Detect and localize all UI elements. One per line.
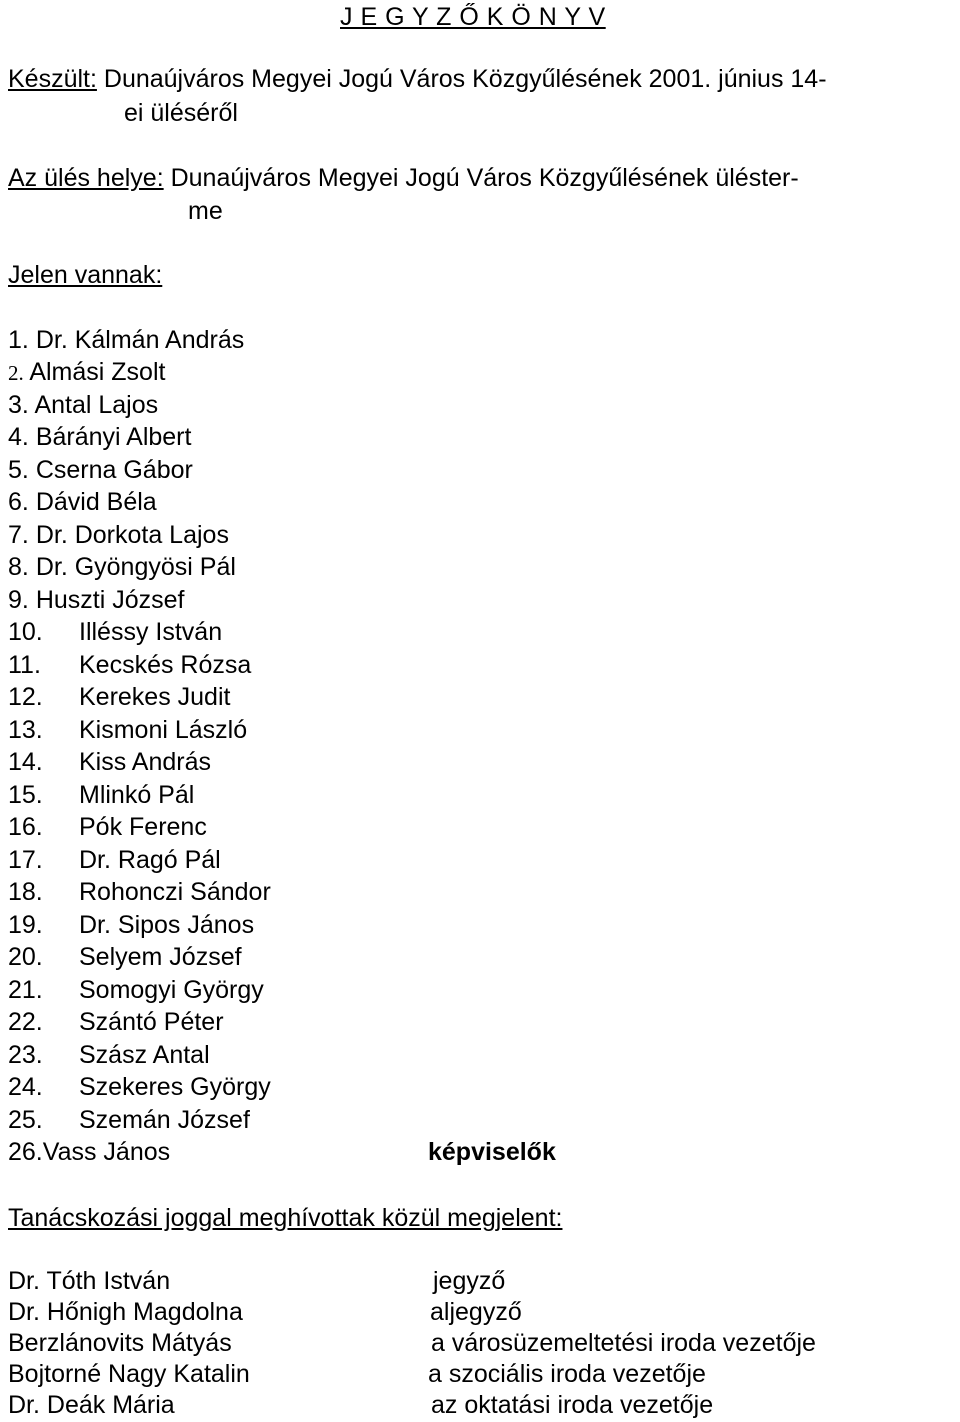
official-role: a szociális iroda vezetője [428, 1360, 706, 1388]
member-item: 4. Bárányi Albert [8, 423, 192, 451]
official-role: jegyző [433, 1267, 506, 1295]
member-item: 24. Szekeres György [8, 1073, 271, 1101]
member-item: 7. Dr. Dorkota Lajos [8, 521, 229, 549]
keszult-label: Készült: [8, 65, 97, 93]
official-role: aljegyző [430, 1298, 522, 1326]
jelen-vannak-label: Jelen vannak: [8, 261, 163, 289]
member-item: 19. Dr. Sipos János [8, 911, 255, 939]
member-item: 23. Szász Antal [8, 1041, 210, 1069]
ules-helye-label: Az ülés helye: [8, 164, 164, 192]
keszult-text: Dunaújváros Megyei Jogú Város Közgyűlésének 2001. június 14- [96, 65, 827, 93]
member-item: 9. Huszti József [8, 586, 185, 614]
official-name: Dr. Hőnigh Magdolna [8, 1298, 243, 1326]
member-item: 25. Szemán József [8, 1106, 250, 1134]
member-item: 8. Dr. Gyöngyösi Pál [8, 553, 236, 581]
member-item: 12. Kerekes Judit [8, 683, 231, 711]
member-item: 2. Almási Zsolt [8, 358, 166, 386]
ules-helye-line [8, 163, 799, 193]
member-item: 10. Illéssy István [8, 618, 223, 646]
member-item: 11. Kecskés Rózsa [8, 651, 252, 679]
official-role: az oktatási iroda vezetője [431, 1391, 714, 1419]
official-name: Dr. Tóth István [8, 1267, 171, 1295]
member-item: 17. Dr. Ragó Pál [8, 846, 221, 874]
document-title: J E G Y Z Ő K Ö N Y V [340, 3, 606, 31]
ules-helye-text: Dunaújváros Megyei Jogú Város Közgyűlésének üléster- [163, 164, 799, 192]
member-item: 15. Mlinkó Pál [8, 781, 195, 809]
keszult-line [8, 64, 827, 94]
kepviselok-label: képviselők [428, 1138, 556, 1166]
member-item: 6. Dávid Béla [8, 488, 157, 516]
member-item: 20. Selyem József [8, 943, 242, 971]
official-name: Dr. Deák Mária [8, 1391, 175, 1419]
tanacskozasi-heading: Tanácskozási joggal meghívottak közül megjelent: [8, 1204, 563, 1232]
member-item: 14. Kiss András [8, 748, 212, 776]
ules-helye-continuation: me [188, 197, 223, 225]
member-item: 1. Dr. Kálmán András [8, 326, 245, 354]
official-name: Berzlánovits Mátyás [8, 1329, 232, 1357]
member-item: 21. Somogyi György [8, 976, 264, 1004]
keszult-continuation: ei üléséről [124, 99, 238, 127]
member-item: 3. Antal Lajos [8, 391, 159, 419]
member-item: 26.Vass János [8, 1138, 171, 1166]
member-item: 5. Cserna Gábor [8, 456, 193, 484]
member-item: 13. Kismoni László [8, 716, 248, 744]
member-item: 16. Pók Ferenc [8, 813, 207, 841]
member-item: 18. Rohonczi Sándor [8, 878, 271, 906]
official-role: a városüzemeltetési iroda vezetője [431, 1329, 816, 1357]
official-name: Bojtorné Nagy Katalin [8, 1360, 250, 1388]
member-item: 22. Szántó Péter [8, 1008, 224, 1036]
